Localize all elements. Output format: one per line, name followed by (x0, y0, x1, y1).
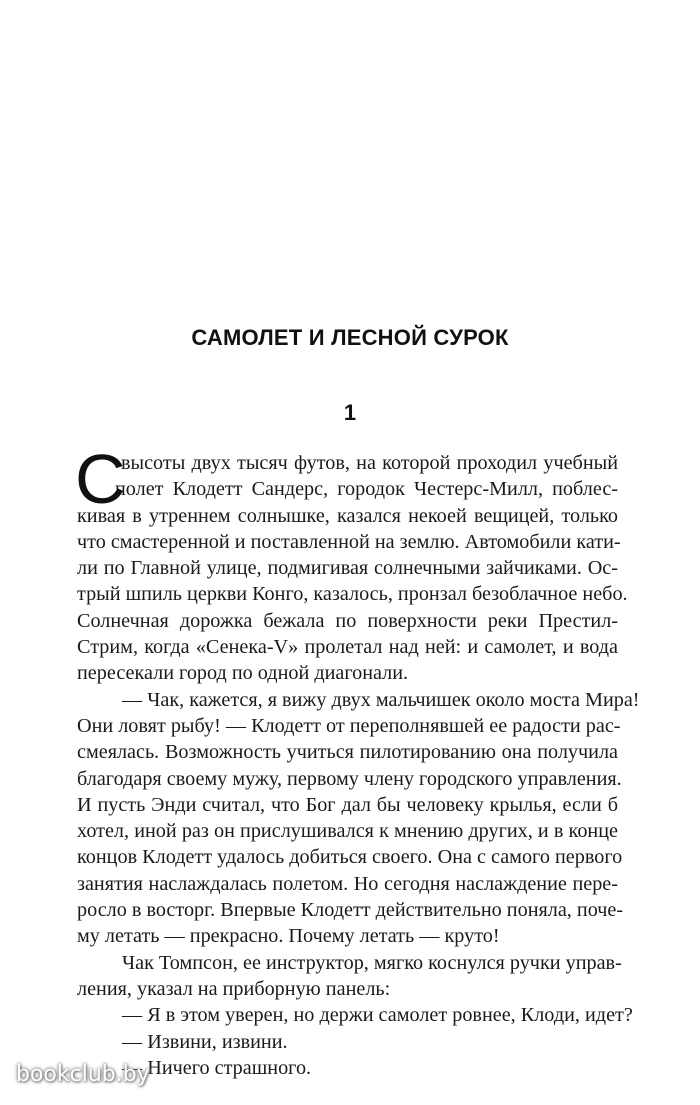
text-line: ления, указал на приборную панель: (77, 977, 391, 1000)
text-line: му летать — прекрасно. Почему летать — круто! (77, 925, 500, 948)
text-line: полет Клодетт Сандерс, городок Честерс-Милл, поблес- (115, 478, 618, 501)
text-line: Они ловят рыбу! — Клодетт от переполнявшей ее радости рас- (77, 714, 621, 737)
text-line: хотел, иной раз он прислушивался к мнению других, и в конце (77, 820, 618, 843)
text-line: Чак Томпсон, ее инструктор, мягко коснулся ручки управ- (122, 951, 622, 974)
text-line: что смастеренной и поставленной на землю. Автомобили кати- (77, 530, 621, 553)
drop-cap: С (75, 440, 126, 518)
text-line: концов Клодетт удалось добиться своего. Она с самого первого (77, 846, 623, 869)
text-line: И пусть Энди считал, что Бог дал бы человеку крылья, если б (77, 793, 618, 816)
text-line: росло в восторг. Впервые Клодетт действительно поняла, поче- (77, 899, 624, 922)
text-line: — Ничего страшного. (122, 1056, 312, 1079)
chapter-body-text (75, 440, 640, 1081)
text-line: занятия наслаждалась полетом. Но сегодня наслаждение пере- (77, 872, 618, 895)
watermark-logo: bookclub.by (16, 1062, 150, 1087)
chapter-number: 1 (343, 400, 357, 425)
text-line: — Чак, кажется, я вижу двух мальчишек около моста Мира! (122, 688, 640, 711)
text-line: Солнечная дорожка бежала по поверхности реки Престил- (77, 609, 618, 632)
text-line: высоты двух тысяч футов, на которой проходил учебный (121, 452, 618, 474)
text-line: трый шпиль церкви Конго, казалось, пронзал безоблачное небо. (77, 583, 628, 606)
text-line: смеялась. Возможность учиться пилотированию она получила (77, 741, 618, 764)
text-line: ли по Главной улице, подмигивая солнечными зайчиками. Ос- (77, 557, 618, 580)
chapter-title: САМОЛЕТ И ЛЕСНОЙ СУРОК (191, 325, 509, 350)
text-line: Стрим, когда «Сенека-V» пролетал над ней: и самолет, и вода (77, 636, 618, 659)
text-line: кивая в утреннем солнышке, казался некоей вещицей, только (77, 504, 618, 527)
text-line: благодаря своему мужу, первому члену городского управления. (77, 767, 622, 790)
text-line: — Извини, извини. (122, 1030, 288, 1053)
text-line: — Я в этом уверен, но держи самолет ровнее, Клоди, идет? (122, 1004, 633, 1027)
text-line: пересекали город по одной диагонали. (77, 662, 409, 685)
